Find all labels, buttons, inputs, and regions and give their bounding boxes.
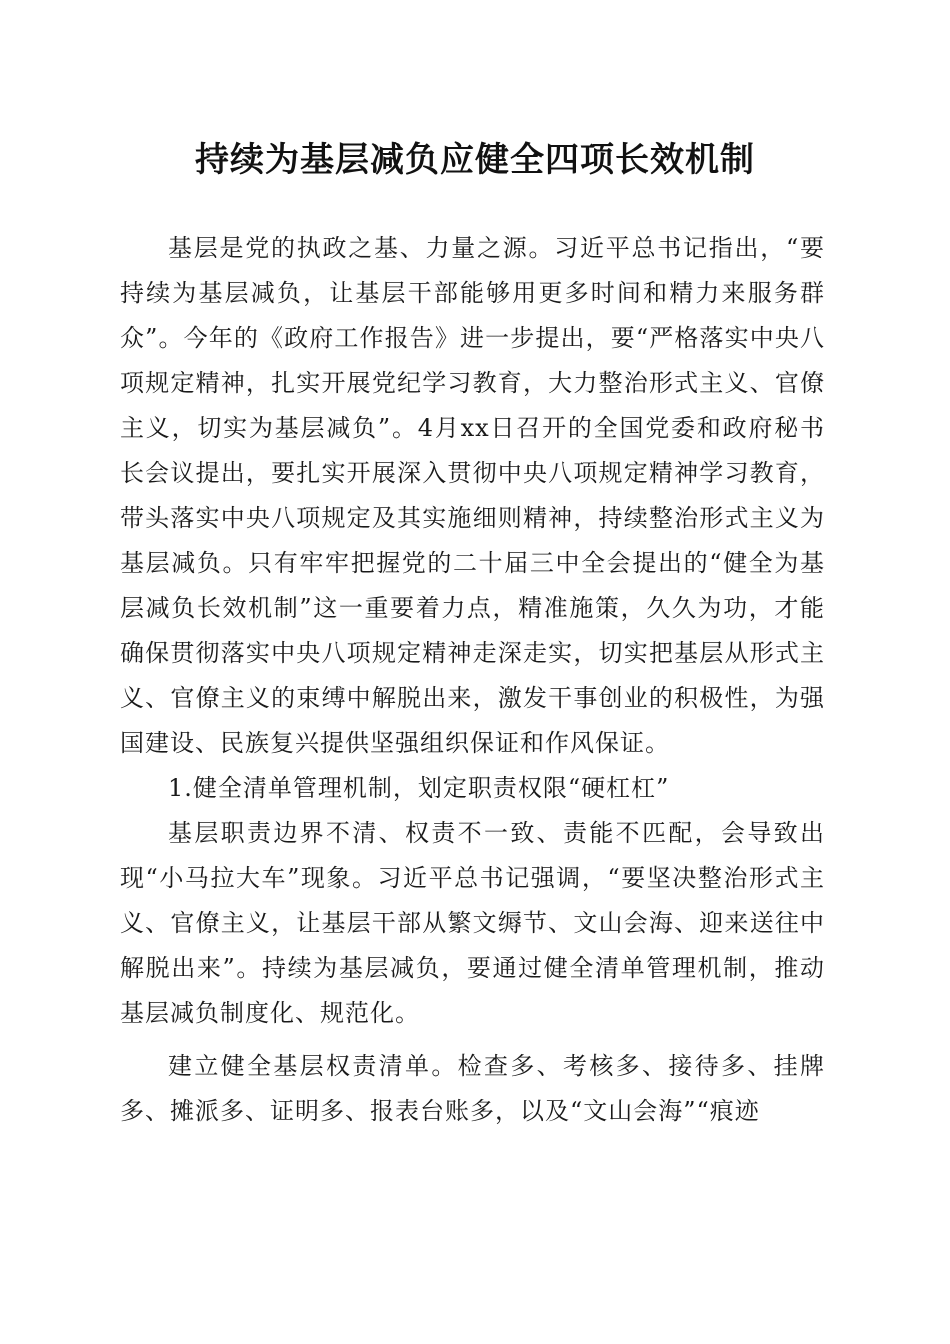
- document-title: 持续为基层减负应健全四项长效机制: [195, 140, 755, 180]
- section-heading-1: 1.健全清单管理机制，划定职责权限“硬杠杠”: [168, 774, 670, 802]
- paragraph-section-1: 基层职责边界不清、权责不一致、责能不匹配，会导致出现“小马拉大车”现象。习近平总书记强调，“要坚决整治形式主义、官僚主义，让基层干部从繁文缛节、文山会海、迎来送往中解脱出来”。持续为基层减负，要通过健全清单管理机制，推动基层减负制度化、规范化。: [120, 819, 825, 1027]
- document-body: [120, 226, 825, 1134]
- paragraph-intro: 基层是党的执政之基、力量之源。习近平总书记指出，“要持续为基层减负，让基层干部能够用更多时间和精力来服务群众”。今年的《政府工作报告》进一步提出，要“严格落实中央八项规定精神，扎实开展党纪学习教育，大力整治形式主义、官僚主义，切实为基层减负”。4月xx日召开的全国党委和政府秘书长会议提出，要扎实开展深入贯彻中央八项规定精神学习教育，带头落实中央八项规定及其实施细则精神，持续整治形式主义为基层减负。只有牢牢把握党的二十届三中全会提出的“健全为基层减负长效机制”这一重要着力点，精准施策，久久为功，才能确保贯彻落实中央八项规定精神走深走实，切实把基层从形式主义、官僚主义的束缚中解脱出来，激发干事创业的积极性，为强国建设、民族复兴提供坚强组织保证和作风保证。: [120, 234, 825, 757]
- paragraph-section-1-continued: 建立健全基层权责清单。检查多、考核多、接待多、挂牌多、摊派多、证明多、报表台账多，以及“文山会海”“痕迹: [120, 1052, 825, 1125]
